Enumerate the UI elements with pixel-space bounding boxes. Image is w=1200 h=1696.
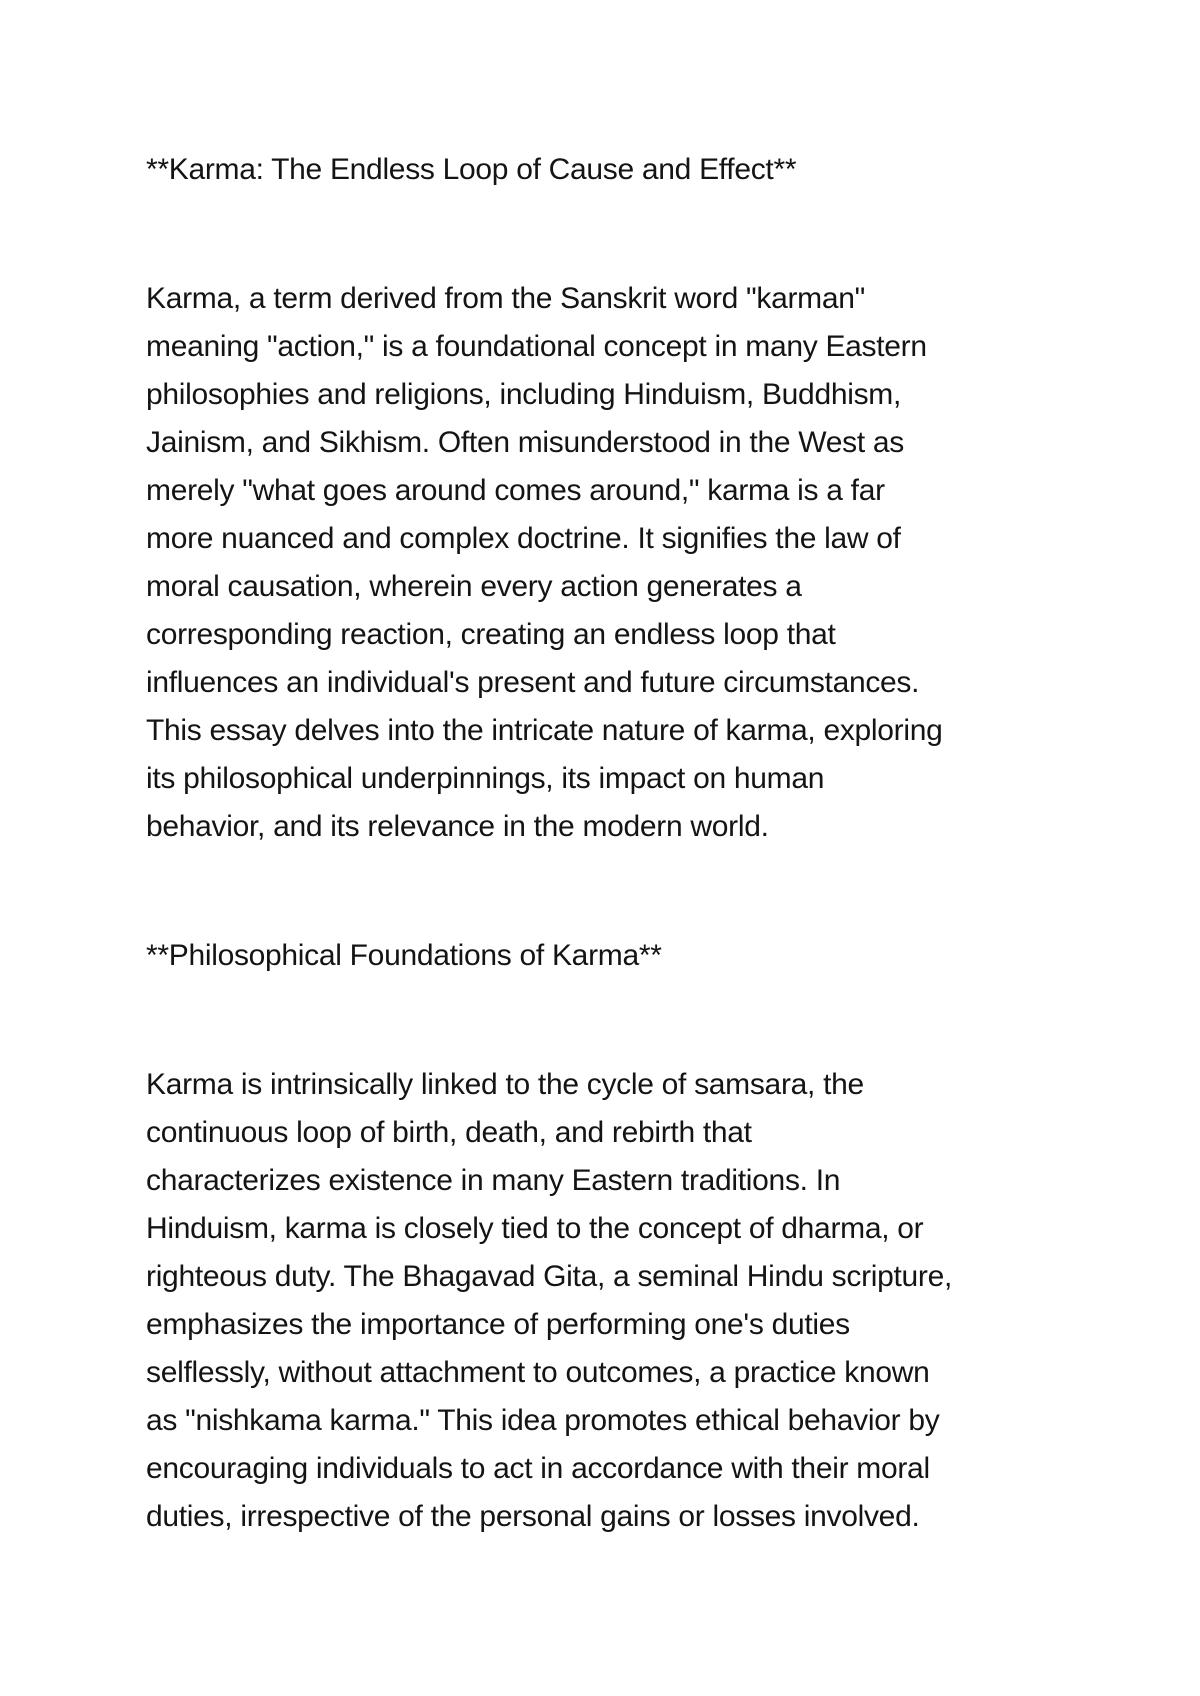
paragraph-line: moral causation, wherein every action generates a [146, 570, 802, 603]
paragraph-line: influences an individual's present and future circumstances. [146, 666, 920, 699]
paragraph-line: emphasizes the importance of performing one's duties [146, 1308, 850, 1341]
paragraph-line: This essay delves into the intricate nature of karma, exploring [146, 714, 943, 747]
paragraph-line: philosophies and religions, including Hinduism, Buddhism, [146, 378, 902, 411]
heading-line: **Philosophical Foundations of Karma** [146, 939, 662, 972]
paragraph-line: Karma is intrinsically linked to the cycle of samsara, the [146, 1068, 864, 1101]
paragraph-line: more nuanced and complex doctrine. It signifies the law of [146, 522, 901, 555]
paragraph-line: behavior, and its relevance in the modern world. [146, 810, 769, 843]
paragraph-line: Hinduism, karma is closely tied to the concept of dharma, or [146, 1212, 924, 1245]
paragraph-line: corresponding reaction, creating an endless loop that [146, 618, 836, 651]
intro-paragraph [146, 275, 1076, 851]
paragraph-line: continuous loop of birth, death, and rebirth that [146, 1116, 752, 1149]
paragraph-line: encouraging individuals to act in accordance with their moral [146, 1452, 930, 1485]
paragraph-line: Karma, a term derived from the Sanskrit word "karman" [146, 282, 865, 315]
paragraph-line: Jainism, and Sikhism. Often misunderstood in the West as [146, 426, 904, 459]
paragraph-line: righteous duty. The Bhagavad Gita, a seminal Hindu scripture, [146, 1260, 953, 1293]
paragraph-line: characterizes existence in many Eastern traditions. In [146, 1164, 841, 1197]
essay-title [146, 146, 1076, 194]
paragraph-line: selflessly, without attachment to outcomes, a practice known [146, 1356, 930, 1389]
paragraph-line: its philosophical underpinnings, its impact on human [146, 762, 825, 795]
paragraph-line: meaning "action," is a foundational concept in many Eastern [146, 330, 927, 363]
section-heading [146, 932, 1076, 980]
paragraph-line: as "nishkama karma." This idea promotes ethical behavior by [146, 1404, 940, 1437]
paragraph-line: duties, irrespective of the personal gains or losses involved. [146, 1500, 920, 1533]
paragraph-line: merely "what goes around comes around," karma is a far [146, 474, 885, 507]
title-line: **Karma: The Endless Loop of Cause and Effect** [146, 153, 797, 186]
section-paragraph [146, 1061, 1076, 1541]
